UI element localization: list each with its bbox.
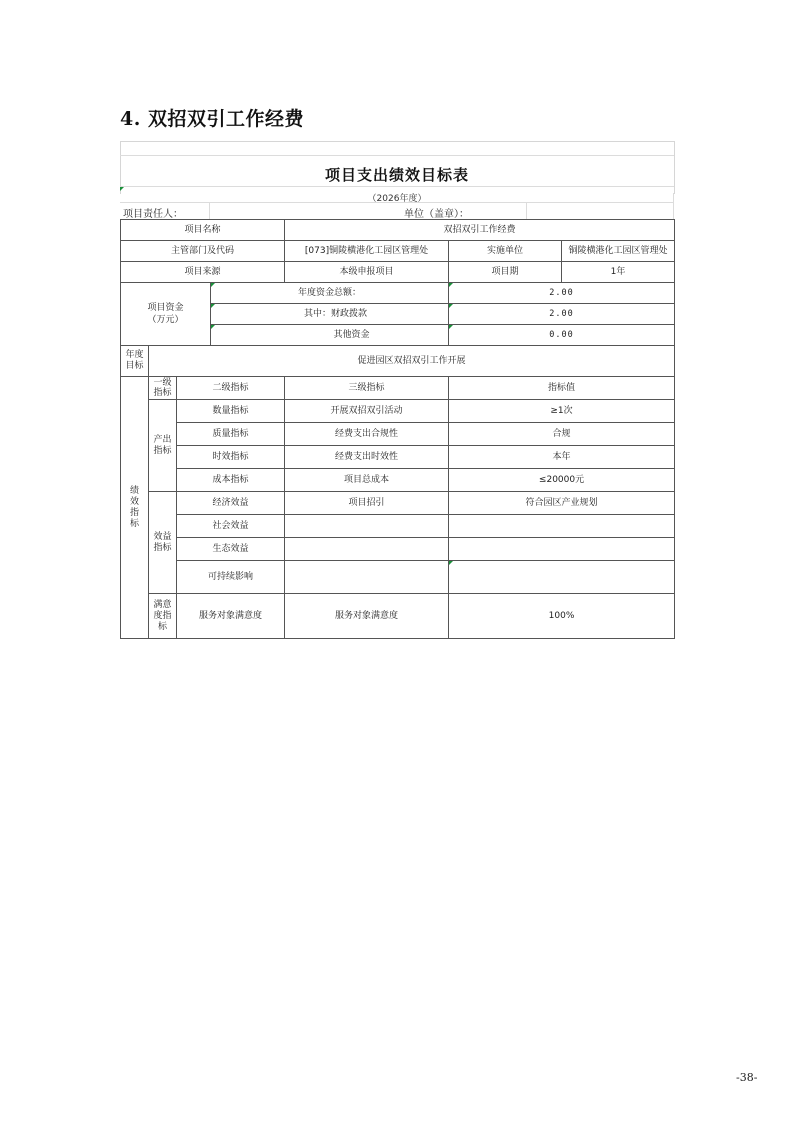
grid-line [120, 155, 674, 156]
funds-total-label [211, 283, 449, 304]
cell-marker [449, 325, 453, 329]
perf-indicator-label: 绩 效 指 标 [121, 377, 149, 639]
output-l3: 开展双招双引活动 [285, 400, 449, 423]
benefit-l2: 可持续影响 [177, 561, 285, 594]
table-row [121, 446, 675, 469]
page-number: -38- [736, 1071, 758, 1084]
funds-other-label-text: 其他资金 [333, 329, 370, 340]
table-row [121, 346, 675, 377]
table-row [121, 423, 675, 446]
output-value: ≤20000元 [449, 469, 675, 492]
output-l2: 时效指标 [177, 446, 285, 469]
benefit-value [449, 538, 675, 561]
satisfaction-l2: 服务对象满意度 [177, 594, 285, 639]
funds-other-text: 0.00 [549, 329, 574, 340]
cell-marker [211, 283, 215, 287]
benefit-l2: 经济效益 [177, 492, 285, 515]
output-l3: 经费支出时效性 [285, 446, 449, 469]
performance-table [120, 219, 675, 639]
output-l2: 数量指标 [177, 400, 285, 423]
table-row [121, 241, 675, 262]
annual-goal-label: 年度 目标 [121, 346, 149, 377]
cell-marker [211, 325, 215, 329]
benefit-value: 符合园区产业规划 [449, 492, 675, 515]
header-level2: 二级指标 [177, 377, 285, 400]
dept-label: 主管部门及代码 [121, 241, 285, 262]
funds-total-value [449, 283, 675, 304]
unit-seal-label: 单位（盖章）： [404, 209, 469, 220]
output-value: ≥1次 [449, 400, 675, 423]
header-value: 指标值 [449, 377, 675, 400]
table-row [121, 538, 675, 561]
source-label: 项目来源 [121, 262, 285, 283]
funds-total-label-text: 年度资金总额： [298, 287, 362, 298]
performance-target-form [120, 141, 674, 635]
header-level3: 三级指标 [285, 377, 449, 400]
benefit-l3 [285, 561, 449, 594]
period-value: 1年 [562, 262, 675, 283]
cell-marker [449, 561, 453, 565]
cell-marker [449, 283, 453, 287]
output-l2: 质量指标 [177, 423, 285, 446]
table-row [121, 400, 675, 423]
header-level1: 一级 指标 [149, 377, 177, 400]
funds-total-text: 2.00 [549, 287, 574, 298]
benefit-value [449, 561, 675, 594]
grid-line [120, 186, 674, 187]
benefit-l3: 项目招引 [285, 492, 449, 515]
output-value: 本年 [449, 446, 675, 469]
table-row [121, 594, 675, 639]
benefit-l3 [285, 538, 449, 561]
annual-goal-value: 促进园区双招双引工作开展 [149, 346, 675, 377]
funds-fiscal-label-text: 其中：财政拨款 [304, 308, 368, 319]
source-value: 本级申报项目 [285, 262, 449, 283]
funds-fiscal-value [449, 304, 675, 325]
funds-other-label [211, 325, 449, 346]
benefit-l3 [285, 515, 449, 538]
period-label: 项目期 [449, 262, 562, 283]
grid-line [526, 202, 527, 219]
table-row [121, 283, 675, 304]
table-row [121, 515, 675, 538]
table-row [121, 469, 675, 492]
cell-marker [211, 304, 215, 308]
project-owner-label: 项目责任人： [123, 209, 183, 220]
table-row [121, 377, 675, 400]
table-row [121, 220, 675, 241]
dept-value: [073]铜陵横港化工园区管理处 [285, 241, 449, 262]
impl-unit-value: 铜陵横港化工园区管理处 [562, 241, 675, 262]
table-row [121, 262, 675, 283]
project-name-value: 双招双引工作经费 [285, 220, 675, 241]
funds-fiscal-label [211, 304, 449, 325]
form-title: 项目支出绩效目标表 [324, 166, 469, 184]
cell-marker [449, 304, 453, 308]
output-value: 合规 [449, 423, 675, 446]
grid-line [209, 202, 210, 219]
satisfaction-l3: 服务对象满意度 [285, 594, 449, 639]
output-indicator-label: 产出 指标 [149, 400, 177, 492]
form-year: （2026年度） [367, 194, 427, 204]
output-l3: 项目总成本 [285, 469, 449, 492]
output-l3: 经费支出合规性 [285, 423, 449, 446]
benefit-indicator-label: 效益 指标 [149, 492, 177, 594]
funds-fiscal-text: 2.00 [549, 308, 574, 319]
benefit-l2: 社会效益 [177, 515, 285, 538]
benefit-value [449, 515, 675, 538]
satisfaction-indicator-label: 满意 度指 标 [149, 594, 177, 639]
table-row [121, 561, 675, 594]
satisfaction-value: 100% [449, 594, 675, 639]
impl-unit-label: 实施单位 [449, 241, 562, 262]
output-l2: 成本指标 [177, 469, 285, 492]
benefit-l2: 生态效益 [177, 538, 285, 561]
section-heading: 4. 双招双引工作经费 [120, 108, 304, 130]
table-row [121, 492, 675, 515]
project-name-label: 项目名称 [121, 220, 285, 241]
funds-other-value [449, 325, 675, 346]
funds-label: 项目资金 （万元） [121, 283, 211, 346]
